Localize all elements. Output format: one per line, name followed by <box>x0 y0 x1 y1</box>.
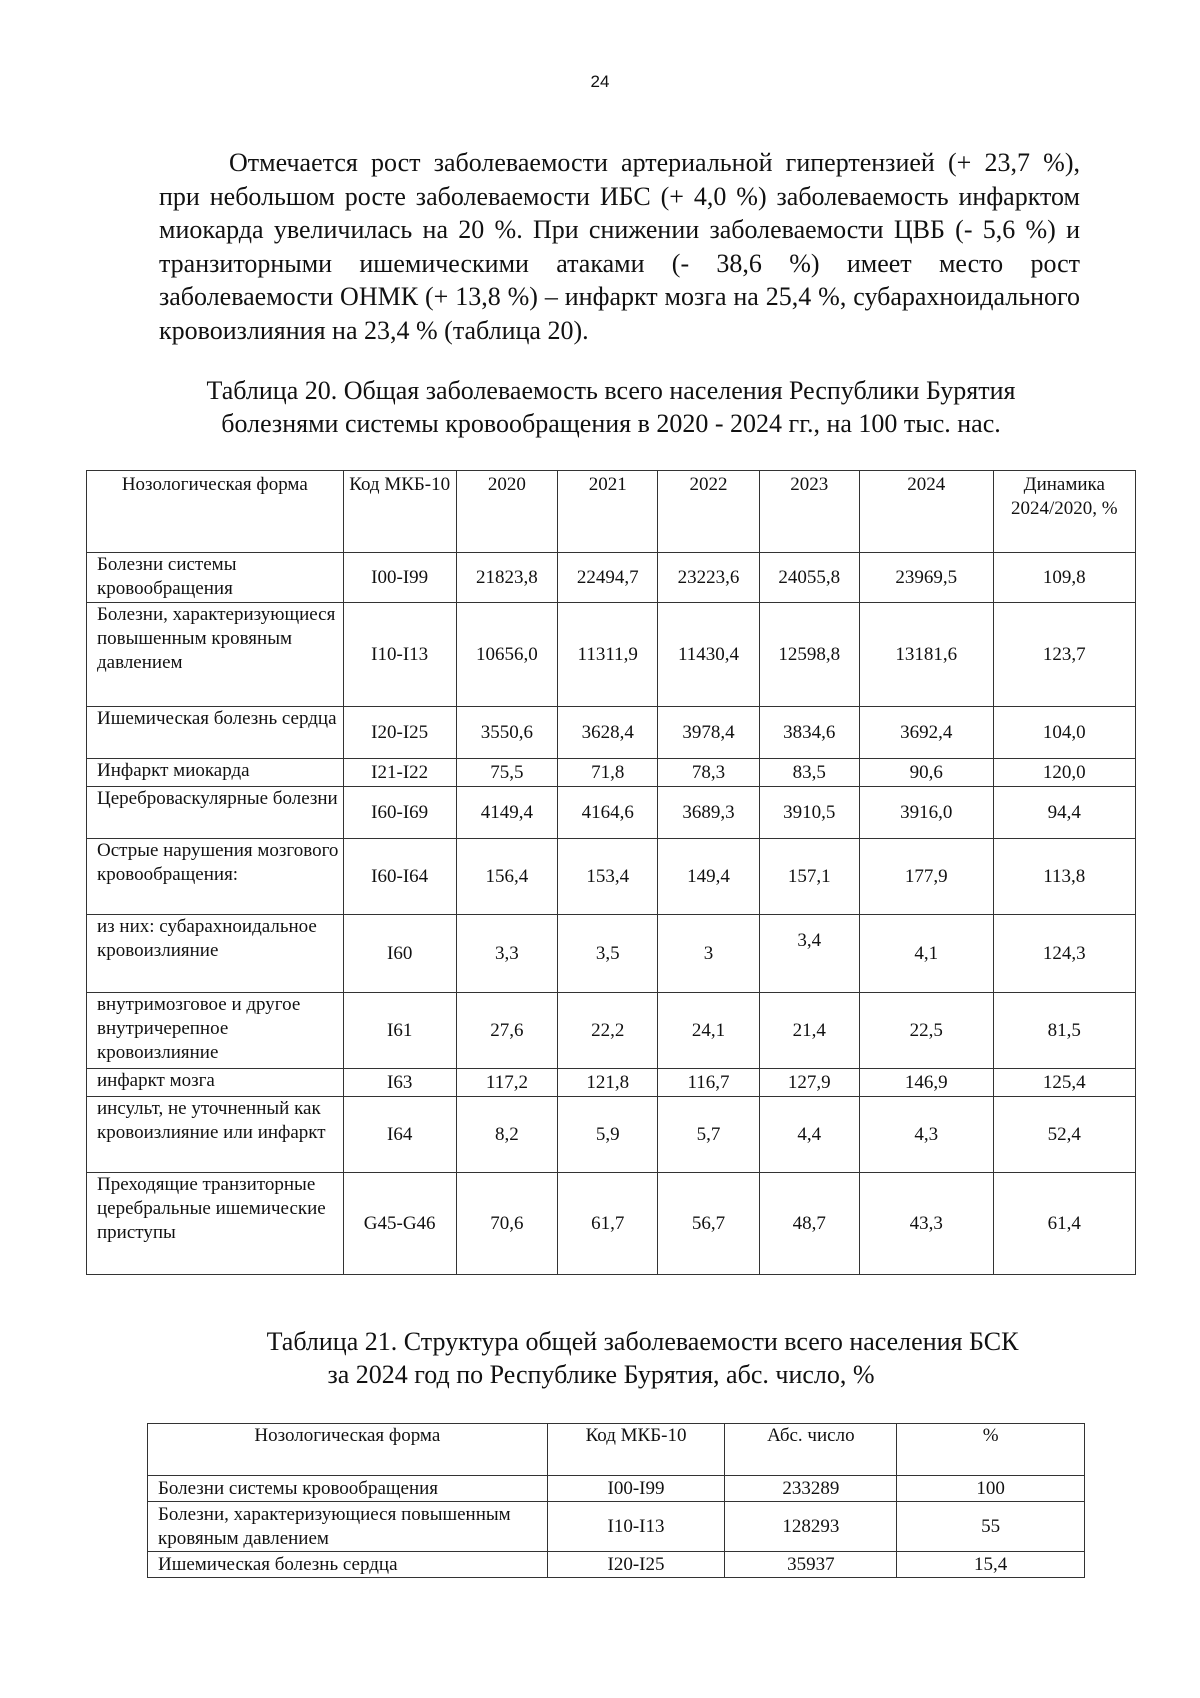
row-name: внутримозговое и другое внутричерепное кровоизлияние <box>87 993 344 1069</box>
row-2024: 3692,4 <box>859 707 993 759</box>
row-abs: 128293 <box>725 1502 897 1552</box>
table-row <box>148 1552 1085 1578</box>
row-code: I00-I99 <box>343 553 456 603</box>
table-21 <box>147 1423 1085 1578</box>
row-2023: 21,4 <box>759 993 859 1069</box>
row-2020: 27,6 <box>456 993 557 1069</box>
row-name: инфаркт мозга <box>87 1069 344 1097</box>
row-2021: 71,8 <box>558 759 658 787</box>
table-row <box>87 787 1136 839</box>
row-2022: 24,1 <box>658 993 759 1069</box>
table-20-header-row <box>87 471 1136 553</box>
row-code: I64 <box>343 1097 456 1173</box>
row-dynamics: 104,0 <box>993 707 1135 759</box>
row-2023: 157,1 <box>759 839 859 915</box>
row-code: I61 <box>343 993 456 1069</box>
row-name: инсульт, не уточненный как кровоизлияние или инфаркт <box>87 1097 344 1173</box>
table-row <box>87 1097 1136 1173</box>
row-code: I21-I22 <box>343 759 456 787</box>
row-dynamics: 120,0 <box>993 759 1135 787</box>
row-dynamics: 109,8 <box>993 553 1135 603</box>
row-name: Болезни системы кровообращения <box>87 553 344 603</box>
col-header-abs: Абс. число <box>725 1424 897 1476</box>
col-header-2022: 2022 <box>658 471 759 553</box>
row-name: Острые нарушения мозгового кровообращения: <box>87 839 344 915</box>
table-row <box>148 1476 1085 1502</box>
row-2024: 23969,5 <box>859 553 993 603</box>
col-header-form: Нозологическая форма <box>148 1424 548 1476</box>
row-2024: 146,9 <box>859 1069 993 1097</box>
row-percent: 55 <box>897 1502 1085 1552</box>
row-2020: 3550,6 <box>456 707 557 759</box>
row-2024: 4,3 <box>859 1097 993 1173</box>
row-percent: 100 <box>897 1476 1085 1502</box>
row-name: Инфаркт миокарда <box>87 759 344 787</box>
row-2022: 5,7 <box>658 1097 759 1173</box>
row-2022: 116,7 <box>658 1069 759 1097</box>
table-row <box>87 553 1136 603</box>
row-2024: 4,1 <box>859 915 993 993</box>
row-dynamics: 61,4 <box>993 1173 1135 1275</box>
col-header-percent: % <box>897 1424 1085 1476</box>
row-2022: 23223,6 <box>658 553 759 603</box>
row-2020: 70,6 <box>456 1173 557 1275</box>
row-2023: 3834,6 <box>759 707 859 759</box>
row-dynamics: 81,5 <box>993 993 1135 1069</box>
table-21-caption-line2: за 2024 год по Республике Бурятия, абс. число, % <box>327 1360 875 1389</box>
row-code: I20-I25 <box>547 1552 725 1578</box>
row-2024: 22,5 <box>859 993 993 1069</box>
row-2021: 22494,7 <box>558 553 658 603</box>
row-2021: 5,9 <box>558 1097 658 1173</box>
row-2020: 4149,4 <box>456 787 557 839</box>
table-row <box>87 839 1136 915</box>
row-dynamics: 52,4 <box>993 1097 1135 1173</box>
row-2021: 61,7 <box>558 1173 658 1275</box>
row-dynamics: 125,4 <box>993 1069 1135 1097</box>
row-name: Болезни, характеризующиеся повышенным кровяным давлением <box>148 1502 548 1552</box>
table-20 <box>86 470 1136 1275</box>
table-21-caption-line1: Таблица 21. Структура общей заболеваемости всего населения БСК <box>266 1327 1019 1356</box>
table-row <box>87 603 1136 707</box>
row-2022: 149,4 <box>658 839 759 915</box>
row-2021: 4164,6 <box>558 787 658 839</box>
page-number: 24 <box>590 72 610 91</box>
row-2021: 121,8 <box>558 1069 658 1097</box>
row-2023: 83,5 <box>759 759 859 787</box>
row-2020: 75,5 <box>456 759 557 787</box>
row-2024: 43,3 <box>859 1173 993 1275</box>
row-dynamics: 123,7 <box>993 603 1135 707</box>
row-2022: 78,3 <box>658 759 759 787</box>
row-2024: 177,9 <box>859 839 993 915</box>
row-dynamics: 94,4 <box>993 787 1135 839</box>
row-2021: 3,5 <box>558 915 658 993</box>
row-code: I10-I13 <box>343 603 456 707</box>
row-code: I00-I99 <box>547 1476 725 1502</box>
row-2024: 3916,0 <box>859 787 993 839</box>
row-2020: 156,4 <box>456 839 557 915</box>
row-2022: 3 <box>658 915 759 993</box>
row-abs: 233289 <box>725 1476 897 1502</box>
table-20-caption-line2: болезнями системы кровообращения в 2020 - 2024 гг., на 100 тыс. нас. <box>221 409 1001 438</box>
table-20-caption-line1: Таблица 20. Общая заболеваемость всего населения Республики Бурятия <box>206 376 1016 405</box>
table-21-header-row <box>148 1424 1085 1476</box>
row-code: G45-G46 <box>343 1173 456 1275</box>
row-code: I60 <box>343 915 456 993</box>
row-2021: 153,4 <box>558 839 658 915</box>
row-code: I60-I69 <box>343 787 456 839</box>
row-2023: 4,4 <box>759 1097 859 1173</box>
row-2023: 24055,8 <box>759 553 859 603</box>
col-header-2023: 2023 <box>759 471 859 553</box>
row-2023: 3910,5 <box>759 787 859 839</box>
row-2024: 90,6 <box>859 759 993 787</box>
row-2022: 3689,3 <box>658 787 759 839</box>
col-header-2020: 2020 <box>456 471 557 553</box>
row-name: из них: субарахноидальное кровоизлияние <box>87 915 344 993</box>
col-header-form: Нозологическая форма <box>87 471 344 553</box>
row-name: Болезни, характеризующиеся повышенным кровяным давлением <box>87 603 344 707</box>
row-2021: 11311,9 <box>558 603 658 707</box>
table-row <box>87 1069 1136 1097</box>
row-2020: 21823,8 <box>456 553 557 603</box>
table-row <box>87 915 1136 993</box>
row-2023: 3,4 <box>759 915 859 993</box>
col-header-code: Код МКБ-10 <box>343 471 456 553</box>
table-21-caption <box>0 1325 1200 1391</box>
row-2020: 8,2 <box>456 1097 557 1173</box>
row-2023: 127,9 <box>759 1069 859 1097</box>
col-header-code: Код МКБ-10 <box>547 1424 725 1476</box>
col-header-dynamics: Динамика 2024/2020, % <box>993 471 1135 553</box>
row-2022: 11430,4 <box>658 603 759 707</box>
row-2023: 48,7 <box>759 1173 859 1275</box>
row-2022: 3978,4 <box>658 707 759 759</box>
row-2020: 117,2 <box>456 1069 557 1097</box>
table-row <box>87 759 1136 787</box>
row-dynamics: 113,8 <box>993 839 1135 915</box>
table-20-caption <box>0 374 1200 440</box>
row-2021: 3628,4 <box>558 707 658 759</box>
row-code: I10-I13 <box>547 1502 725 1552</box>
table-row <box>148 1502 1085 1552</box>
row-2023: 12598,8 <box>759 603 859 707</box>
row-name: Болезни системы кровообращения <box>148 1476 548 1502</box>
row-code: I60-I64 <box>343 839 456 915</box>
row-name: Ишемическая болезнь сердца <box>148 1552 548 1578</box>
row-name: Преходящие транзиторные церебральные ишемические приступы <box>87 1173 344 1275</box>
row-2024: 13181,6 <box>859 603 993 707</box>
row-2022: 56,7 <box>658 1173 759 1275</box>
row-dynamics: 124,3 <box>993 915 1135 993</box>
table-row <box>87 993 1136 1069</box>
row-name: Ишемическая болезнь сердца <box>87 707 344 759</box>
row-2020: 10656,0 <box>456 603 557 707</box>
row-2020: 3,3 <box>456 915 557 993</box>
body-paragraph: Отмечается рост заболеваемости артериальной гипертензией (+ 23,7 %), при небольшом росте заболеваемости ИБС (+ 4,0 %) заболеваемость инфарктом миокарда увеличилась на 20 %. При снижении заболеваемости ЦВБ (- 5,6 %) и транзиторными ишемическими атаками (- 38,6 %) имеет место рост заболеваемости ОНМК (+ 13,8 %) – инфаркт мозга на 25,4 %, субарахноидального кровоизлияния на 23,4 % (таблица 20). <box>159 148 1080 345</box>
row-abs: 35937 <box>725 1552 897 1578</box>
row-name: Цереброваскулярные болезни <box>87 787 344 839</box>
table-row <box>87 707 1136 759</box>
col-header-2021: 2021 <box>558 471 658 553</box>
col-header-2024: 2024 <box>859 471 993 553</box>
row-2021: 22,2 <box>558 993 658 1069</box>
row-percent: 15,4 <box>897 1552 1085 1578</box>
row-code: I63 <box>343 1069 456 1097</box>
table-row <box>87 1173 1136 1275</box>
row-code: I20-I25 <box>343 707 456 759</box>
